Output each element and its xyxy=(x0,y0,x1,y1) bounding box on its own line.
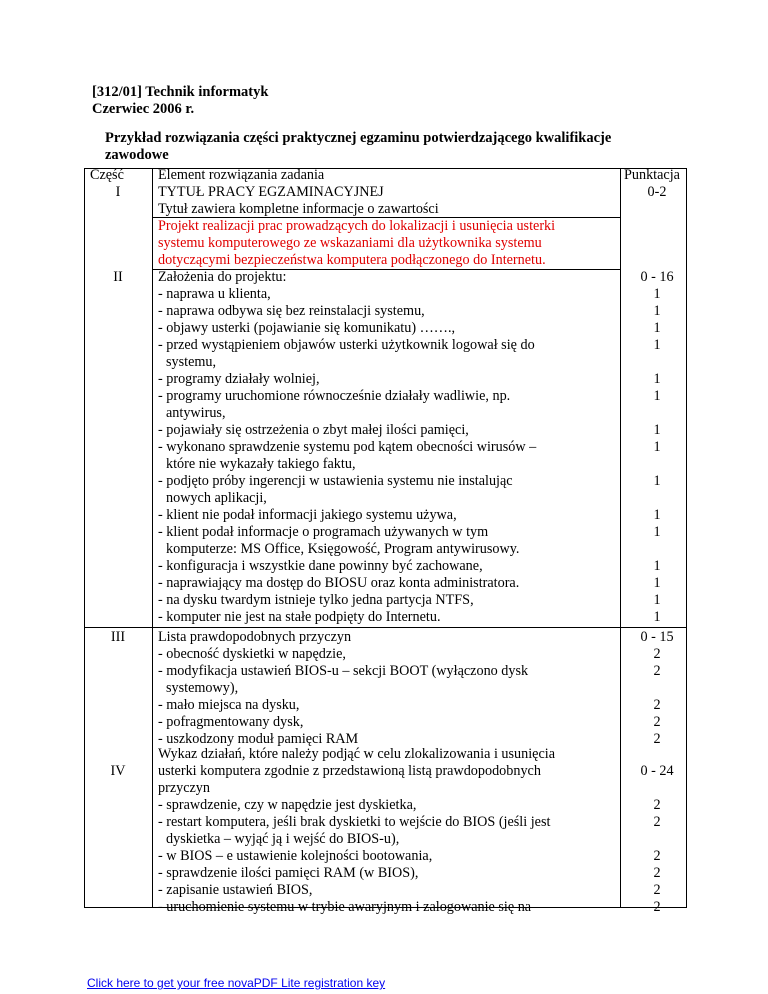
element-text: - modyfikacja ustawień BIOS-u – sekcji BOOT (wyłączono dysk xyxy=(158,663,529,679)
element-text: Tytuł zawiera kompletne informacje o zawartości xyxy=(158,201,439,217)
element-text: dyskietka – wyjąć ją i wejść do BIOS-u), xyxy=(166,831,400,847)
points-value: 1 xyxy=(653,592,661,608)
points-value: 1 xyxy=(653,303,661,319)
points-value: 2 xyxy=(653,882,661,898)
element-text: - objawy usterki (pojawianie się komunikatu) ……., xyxy=(158,320,456,336)
element-text: komputerze: MS Office, Księgowość, Program antywirusowy. xyxy=(166,541,520,557)
element-text: - uszkodzony moduł pamięci RAM xyxy=(158,731,359,747)
element-text: Założenia do projektu: xyxy=(158,269,287,285)
element-text: TYTUŁ PRACY EGZAMINACYJNEJ xyxy=(158,184,384,200)
element-text: antywirus, xyxy=(166,405,226,421)
points-value: 2 xyxy=(653,646,661,662)
points-value: 0 - 15 xyxy=(640,629,674,645)
points-value: 2 xyxy=(653,814,661,830)
points-value: 0-2 xyxy=(647,184,667,200)
element-text: - programy uruchomione równocześnie działały wadliwie, np. xyxy=(158,388,511,404)
points-value: 1 xyxy=(653,388,661,404)
points-value: 1 xyxy=(653,524,661,540)
points-value: 2 xyxy=(653,663,661,679)
element-text: systemowy), xyxy=(166,680,239,696)
element-text: - klient nie podał informacji jakiego systemu używa, xyxy=(158,507,457,523)
points-value: 1 xyxy=(653,439,661,455)
points-value: 1 xyxy=(653,320,661,336)
element-text: - naprawiający ma dostęp do BIOSU oraz konta administratora. xyxy=(158,575,520,591)
part-label: IV xyxy=(110,763,126,779)
intro-title: Przykład rozwiązania części praktycznej egzaminu potwierdzającego kwalifikacje zawodowe xyxy=(105,130,612,163)
points-value: 1 xyxy=(653,286,661,302)
element-text: - uruchomienie systemu w trybie awaryjnym i zalogowanie się na xyxy=(158,899,532,915)
element-text: - komputer nie jest na stałe podpięty do Internetu. xyxy=(158,609,441,625)
points-value: 0 - 16 xyxy=(640,269,674,285)
element-text: systemu komputerowego ze wskazaniami dla użytkownika systemu xyxy=(158,235,542,251)
element-text: - konfiguracja i wszystkie dane powinny być zachowane, xyxy=(158,558,483,574)
element-text: - mało miejsca na dysku, xyxy=(158,697,300,713)
points-value: 1 xyxy=(653,609,661,625)
points-value: 1 xyxy=(653,507,661,523)
table-divider-points xyxy=(620,168,621,908)
points-value: 1 xyxy=(653,473,661,489)
points-value: 2 xyxy=(653,797,661,813)
table-rule xyxy=(84,627,687,628)
element-text: - restart komputera, jeśli brak dyskietki to wejście do BIOS (jeśli jest xyxy=(158,814,551,830)
header-part: Część xyxy=(90,167,124,183)
element-text: - naprawa u klienta, xyxy=(158,286,271,302)
element-text: Lista prawdopodobnych przyczyn xyxy=(158,629,352,645)
element-text: systemu, xyxy=(166,354,217,370)
element-text: - pofragmentowany dysk, xyxy=(158,714,304,730)
points-value: 0 - 24 xyxy=(640,763,674,779)
points-value: 1 xyxy=(653,575,661,591)
document-date-heading: Czerwiec 2006 r. xyxy=(92,101,195,117)
part-label: III xyxy=(110,629,126,645)
element-text: - w BIOS – e ustawienie kolejności bootowania, xyxy=(158,848,433,864)
header-points: Punktacja xyxy=(624,167,680,183)
element-text: - podjęto próby ingerencji w ustawienia systemu nie instalując xyxy=(158,473,513,489)
element-text: - na dysku twardym istnieje tylko jedna partycja NTFS, xyxy=(158,592,474,608)
points-value: 1 xyxy=(653,558,661,574)
document-code-heading: [312/01] Technik informatyk xyxy=(92,84,269,100)
points-value: 2 xyxy=(653,731,661,747)
element-text: - zapisanie ustawień BIOS, xyxy=(158,882,313,898)
element-text: nowych aplikacji, xyxy=(166,490,267,506)
element-text: - sprawdzenie, czy w napędzie jest dyskietka, xyxy=(158,797,417,813)
table-border-left xyxy=(84,168,85,908)
points-value: 1 xyxy=(653,337,661,353)
element-text: - programy działały wolniej, xyxy=(158,371,320,387)
element-text: Projekt realizacji prac prowadzących do lokalizacji i usunięcia usterki xyxy=(158,218,556,234)
points-value: 2 xyxy=(653,697,661,713)
part-label: I xyxy=(115,184,121,200)
points-value: 2 xyxy=(653,848,661,864)
element-text: dotyczącymi bezpieczeństwa komputera podłączonego do Internetu. xyxy=(158,252,546,268)
element-text: - naprawa odbywa się bez reinstalacji systemu, xyxy=(158,303,425,319)
element-text: - wykonano sprawdzenie systemu pod kątem obecności wirusów – xyxy=(158,439,537,455)
registration-key-link[interactable]: Click here to get your free novaPDF Lite registration key xyxy=(87,976,386,990)
element-text: usterki komputera zgodnie z przedstawioną listą prawdopodobnych xyxy=(158,763,541,779)
points-value: 1 xyxy=(653,371,661,387)
points-value: 2 xyxy=(653,865,661,881)
points-value: 2 xyxy=(653,899,661,915)
element-text: które nie wykazały takiego faktu, xyxy=(166,456,356,472)
element-text: - pojawiały się ostrzeżenia o zbyt małej ilości pamięci, xyxy=(158,422,469,438)
table-divider-part xyxy=(152,168,153,908)
element-text: - klient podał informacje o programach używanych w tym xyxy=(158,524,489,540)
points-value: 2 xyxy=(653,714,661,730)
element-text: Wykaz działań, które należy podjąć w celu zlokalizowania i usunięcia xyxy=(158,746,556,762)
element-text: - sprawdzenie ilości pamięci RAM (w BIOS), xyxy=(158,865,419,881)
points-value: 1 xyxy=(653,422,661,438)
element-text: przyczyn xyxy=(158,780,210,796)
element-text: - przed wystąpieniem objawów usterki użytkownik logował się do xyxy=(158,337,535,353)
part-label: II xyxy=(113,269,123,285)
element-text: - obecność dyskietki w napędzie, xyxy=(158,646,346,662)
header-element: Element rozwiązania zadania xyxy=(158,167,325,183)
